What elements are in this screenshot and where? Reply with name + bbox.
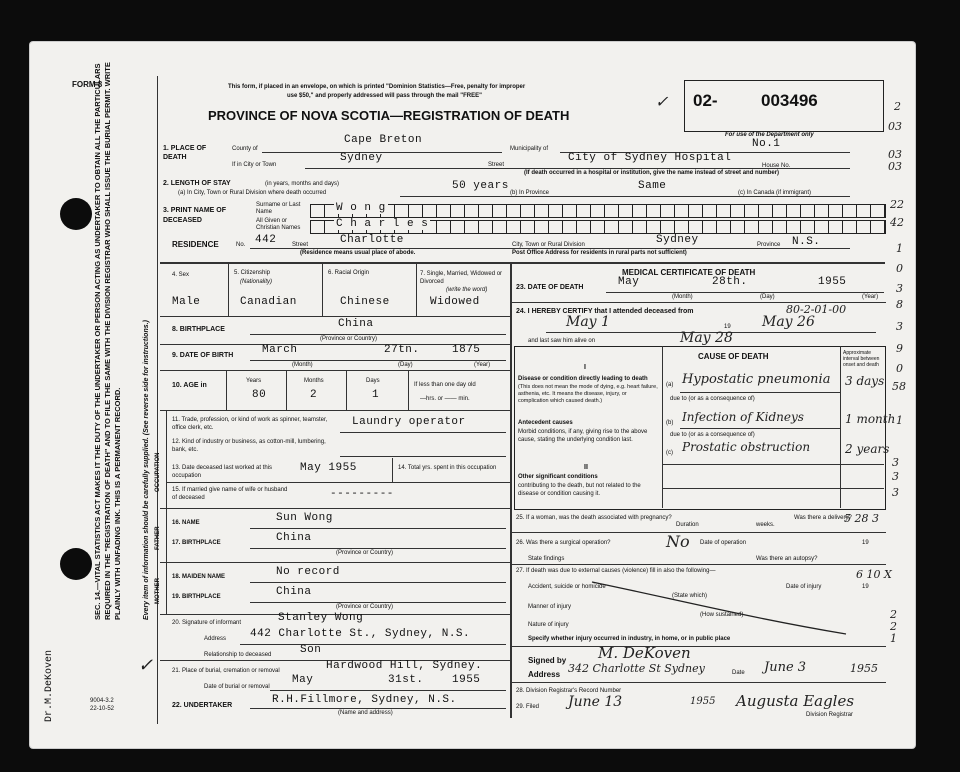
age-label: 10. AGE in [172, 382, 207, 389]
rule [512, 564, 886, 565]
city-value: Sydney [340, 152, 383, 164]
registrar-signature: Augusta Eagles [736, 692, 855, 710]
side-instructions-2: Every item of information should be carefully supplied. (See reverse side for instructions.) [143, 320, 150, 620]
interval-a: 3 days [845, 374, 885, 388]
informant-sig-label: 20. Signature of informant [172, 620, 242, 626]
check-mark: ✓ [138, 655, 154, 676]
rule [512, 646, 886, 647]
father-birth-label: 17. BIRTHPLACE [172, 540, 221, 546]
dob-label: 9. DATE OF BIRTH [172, 352, 234, 359]
medical-heading: MEDICAL CERTIFICATE OF DEATH [622, 268, 756, 277]
state-findings: State findings [528, 556, 565, 562]
less-day-label: If less than one day old [414, 382, 476, 388]
county-label: County of [232, 146, 258, 152]
surgical-label: 26. Was there a surgical operation? [516, 540, 611, 546]
margin-code: 0 [896, 262, 903, 275]
informant-rel: Son [300, 644, 322, 656]
municipality-value: No.1 [752, 138, 781, 150]
rule [662, 346, 663, 508]
margin-code: 2 [894, 100, 901, 113]
med-date-year: 1955 [850, 662, 878, 675]
sex-label: 4. Sex [172, 272, 190, 278]
rule [340, 456, 506, 457]
rule [512, 682, 886, 683]
due-to-1: due to (or as a consequence of) [670, 396, 755, 402]
stay-a-value: 50 years [452, 180, 509, 192]
residence-no-label: No. [236, 242, 246, 248]
name-label: 3. PRINT NAME OF DECEASED [163, 207, 227, 224]
op-date-label: Date of operation [700, 540, 747, 546]
last-seen-label: and last saw him alive on [528, 338, 596, 344]
due-to-2: due to (or as a consequence of) [670, 432, 755, 438]
margin-code: 0 [896, 362, 903, 375]
write-word: (write the word) [446, 287, 488, 293]
form-number: FORM 8 [72, 80, 103, 89]
dod-month-caption: (Month) [672, 294, 693, 300]
father-side-label: FATHER [155, 526, 161, 550]
years-label: Years [246, 378, 262, 384]
margin-code: 3 [892, 470, 899, 483]
rule [160, 508, 510, 509]
margin-code: 42 [890, 216, 904, 229]
rule [662, 488, 884, 489]
marital-label: 7. Single, Married, Widowed or Divorced [420, 271, 503, 285]
cause-a: Hypostatic pneumonia [682, 372, 831, 387]
roman-ii: II [584, 464, 588, 471]
given-value: C h a r l e s [336, 218, 429, 230]
attend-to: May 26 [762, 314, 815, 330]
rule [392, 458, 393, 482]
cause-c: Prostatic obstruction [682, 440, 811, 454]
margin-code: 22 [890, 198, 904, 211]
section-rule [160, 262, 885, 264]
rule [408, 370, 409, 410]
dob-year: 1875 [452, 344, 481, 356]
surgical-value: No [666, 532, 690, 551]
rule [416, 264, 417, 316]
dod-day-caption: (Day) [760, 294, 775, 300]
cause-a-letter: (a) [666, 382, 674, 388]
filed-year: 1955 [690, 696, 716, 707]
dept-use-label: For use of the Department only [725, 132, 814, 138]
med-address-label: Address [528, 670, 561, 679]
med-date: June 3 [764, 660, 807, 675]
rule [250, 548, 506, 549]
hospital-note: (If death occurred in a hospital or institution, give the name instead of street and number) [524, 170, 780, 176]
last-worked-label: 13. Date deceased last worked at this occupation [172, 465, 273, 479]
trade-label: 11. Trade, profession, or kind of work as spinner, teamster, office clerk, etc. [172, 417, 328, 431]
informant-sig: Stanley Wong [278, 612, 364, 624]
residence-note-2: Post Office Address for residents in rural parts not sufficient) [512, 250, 687, 256]
marital-value: Widowed [430, 296, 480, 308]
last-seen: May 28 [680, 330, 733, 346]
interval-b: 1 month [845, 412, 896, 426]
attend-label: 24. I HEREBY CERTIFY that I attended deceased from [516, 308, 694, 315]
nationality-label: (Nationality) [240, 279, 273, 285]
other-label: Other significant conditions [518, 474, 598, 480]
cause-b: Infection of Kidneys [682, 410, 804, 424]
op-year-prefix: 19 [862, 540, 869, 546]
margin-code: 58 [892, 380, 906, 393]
injury-year-prefix: 19 [862, 584, 869, 590]
house-label: House No. [762, 163, 791, 169]
mother-maiden-label: 18. MAIDEN NAME [172, 574, 226, 580]
punch-hole [60, 548, 92, 580]
rule [322, 264, 323, 316]
month-caption: (Month) [292, 362, 313, 368]
rule [606, 292, 884, 293]
dod-year: 1955 [818, 276, 847, 288]
immediate-label: Disease or condition directly leading to death [518, 376, 648, 382]
mother-prov-country: (Province or Country) [336, 604, 394, 610]
undertaker-value: R.H.Fillmore, Sydney, N.S. [272, 694, 457, 706]
cause-b-letter: (b) [666, 420, 674, 426]
rule [250, 360, 506, 361]
form-code-2: 22-10-52 [90, 706, 115, 712]
how-sustained: (How sustained) [700, 612, 744, 618]
father-name: Sun Wong [276, 512, 333, 524]
notice-line-2: use $50," and properly addressed will pass through the mail "FREE" [287, 93, 482, 99]
mother-side-label: MOTHER [155, 578, 161, 604]
margin-code: 6 10 X [856, 568, 892, 581]
autopsy-label: Was there an autopsy? [756, 556, 818, 562]
rule [166, 482, 510, 483]
injury-date-label: Date of injury [786, 584, 822, 590]
rule [160, 370, 510, 371]
informant-address: 442 Charlotte St., Sydney, N.S. [250, 628, 471, 640]
citizenship-label: 5. Citizenship [234, 270, 271, 276]
dod-day: 28th. [712, 276, 748, 288]
sex-value: Male [172, 296, 201, 308]
hrs-label: —hrs. or —— min. [420, 396, 470, 402]
industry-label: 12. Kind of industry or business, as cotton-mill, lumbering, bank, etc. [172, 439, 326, 453]
residence-street: Charlotte [340, 234, 404, 246]
interval-c: 2 years [845, 442, 890, 456]
prov-country-label: (Province or Country) [320, 336, 378, 342]
left-rule [157, 76, 158, 724]
margin-code: 3 [896, 282, 903, 295]
punch-hole [60, 198, 92, 230]
rule [340, 432, 506, 433]
months-label: Months [304, 378, 324, 384]
day-caption: (Day) [398, 362, 413, 368]
rule [166, 410, 167, 508]
residence-label: RESIDENCE [172, 240, 219, 249]
mother-birth: China [276, 586, 312, 598]
undertaker-sub: (Name and address) [338, 710, 393, 716]
margin-code: 2 [890, 608, 897, 621]
city-label: If in City or Town [232, 162, 277, 168]
margin-code: 3 [896, 320, 903, 333]
attend-from: May 1 [566, 314, 610, 330]
signed-label: Signed by [528, 656, 567, 665]
burial-year: 1955 [452, 674, 481, 686]
rule [346, 370, 347, 410]
occupation-side-label: OCCUPATION [155, 452, 161, 492]
surname-value: W o n g [336, 202, 386, 214]
rule [250, 248, 850, 249]
dob-month: March [262, 344, 298, 356]
burial-place-label: 21. Place of burial, cremation or removal [172, 668, 280, 674]
dod-month: May [618, 276, 640, 288]
dob-day: 27tn. [384, 344, 420, 356]
burial-place: Hardwood Hill, Sydney. [326, 660, 483, 672]
father-birth: China [276, 532, 312, 544]
filed-label: 29. Filed [516, 704, 540, 710]
spouse-label: 15. If married give name of wife or husband of deceased [172, 487, 288, 501]
manner-label: Manner of injury [528, 604, 572, 610]
rule [680, 428, 840, 429]
stay-label: 2. LENGTH OF STAY [163, 180, 231, 187]
rule [226, 370, 227, 410]
rule [680, 392, 840, 393]
reg-number: 003496 [761, 91, 818, 110]
record-label: 28. Division Registrar's Record Number [516, 688, 622, 694]
margin-code: 8 [896, 298, 903, 311]
residence-city: Sydney [656, 234, 699, 246]
stay-b-label: (b) In Province [510, 190, 550, 196]
street-label: Street [488, 162, 505, 168]
margin-code: 03 [888, 160, 902, 173]
margin-code: 3 [892, 456, 899, 469]
burial-month: May [292, 674, 314, 686]
stay-b-value: Same [638, 180, 667, 192]
other-note: contributing to the death, but not related to the disease or condition causing it. [518, 483, 641, 497]
place-label: 1. PLACE OF DEATH [163, 145, 207, 161]
rule [250, 582, 506, 583]
residence-city-label: City, Town or Rural Division [512, 242, 585, 248]
filed-value: June 13 [568, 694, 623, 710]
dod-label: 23. DATE OF DEATH [516, 284, 584, 291]
margin-code: 5 28 3 [844, 512, 879, 525]
stay-sub: (in years, months and days) [265, 181, 340, 187]
margin-code: 9 [896, 342, 903, 355]
interval-heading: Approximate interval between onset and death [843, 350, 880, 368]
residence-note: (Residence means usual place of abode. [300, 250, 416, 256]
attend-code: 80-2-01-00 [786, 303, 847, 316]
dod-year-caption: (Year) [862, 294, 879, 300]
form-code-1: 9004-3.2 [90, 698, 114, 704]
med-address: 342 Charlotte St Sydney [568, 662, 705, 675]
mother-maiden: No record [276, 566, 340, 578]
delivery-label: Was there a delivery? [794, 515, 852, 521]
surname-boxes [310, 204, 886, 218]
street-value: City of Sydney Hospital [568, 152, 732, 164]
roman-i: I [584, 364, 586, 371]
rule [166, 562, 167, 614]
column-divider [510, 262, 512, 718]
margin-code: 1 [890, 632, 897, 645]
burial-date-label: Date of burial or removal [204, 684, 270, 690]
year-caption: (Year) [474, 362, 491, 368]
immediate-note: (This does not mean the mode of dying, e.g. heart failure, asthenia, etc. It means the disease, injury, or complication which caused death.) [518, 384, 658, 404]
birthplace-label: 8. BIRTHPLACE [172, 326, 225, 333]
age-years: 80 [252, 389, 267, 401]
informant-address-label: Address [204, 636, 227, 642]
rule [286, 370, 287, 410]
reg-prefix: 02- [693, 91, 718, 110]
notice-line-1: This form, if placed in an envelope, on which is printed "Dominion Statistics—Free, penalty for improper [228, 84, 526, 90]
duration-label: Duration [676, 522, 699, 528]
woman-label: 25. If a woman, was the death associated with pregnancy? [516, 515, 672, 521]
antecedent-label: Antecedent causes [518, 420, 573, 426]
racial-label: 6. Racial Origin [328, 270, 370, 276]
signed-value: M. DeKoven [598, 644, 691, 662]
surname-label: Surname or Last Name [256, 202, 301, 215]
mother-birth-label: 19. BIRTHPLACE [172, 594, 221, 600]
strike-line [590, 578, 850, 638]
father-name-label: 16. NAME [172, 520, 200, 526]
margin-code: 03 [888, 148, 902, 161]
margin-code: 3 [892, 486, 899, 499]
rule [840, 346, 841, 508]
rule [250, 334, 506, 335]
attend-year-prefix: 19 [724, 324, 731, 330]
rule [662, 464, 884, 465]
rule [400, 196, 850, 197]
rule [305, 168, 850, 169]
racial-value: Chinese [340, 296, 390, 308]
weeks-label: weeks. [756, 522, 775, 528]
citizenship-value: Canadian [240, 296, 297, 308]
accident-label: Accident, suicide or homicide [528, 584, 606, 590]
margin-code: 2 [890, 620, 897, 633]
rule [160, 562, 510, 563]
rule [166, 508, 167, 562]
rule [228, 264, 229, 316]
given-label: All Given or Christian Names [256, 218, 301, 231]
margin-code: 03 [888, 120, 902, 133]
external-label: 27. If death was due to external causes (violence) fill in also the following— [516, 568, 716, 574]
registration-number-box [684, 80, 884, 132]
residence-street-label: Street [292, 242, 309, 248]
days-label: Days [366, 378, 380, 384]
stay-c-label: (c) In Canada (if immigrant) [738, 190, 812, 196]
father-prov-country: (Province or Country) [336, 550, 394, 556]
form-title: PROVINCE OF NOVA SCOTIA—REGISTRATION OF DEATH [208, 108, 570, 123]
margin-code: 1 [896, 242, 903, 255]
informant-rel-label: Relationship to deceased [204, 652, 272, 658]
med-date-label: Date [732, 670, 745, 676]
rule [512, 532, 886, 533]
trade-value: Laundry operator [352, 416, 466, 428]
residence-province-label: Province [757, 242, 781, 248]
undertaker-label: 22. UNDERTAKER [172, 702, 233, 709]
county-value: Cape Breton [344, 134, 423, 146]
rule [250, 602, 506, 603]
side-instructions: SEC. 14.—VITAL STATISTICS ACT MAKES IT THE DUTY OF THE UNDERTAKER OR PERSON ACTING AS UNDERTAKER TO OBTAIN ALL THE PARTICULARS REQUIRED IN THE "REGISTRATION OF DEATH" AND TO FILE THE SAME WITH THE DIVISION REGISTRAR WHO SHALL ISSUE THE BURIAL PERMIT. WRITE PLAINLY WITH UNFADING INK. THIS IS A PERMANENT RECORD. [93, 62, 122, 620]
birthplace-value: China [338, 318, 374, 330]
last-worked-value: May 1955 [300, 462, 357, 474]
residence-province: N.S. [792, 236, 821, 248]
nature-label: Nature of injury [528, 622, 569, 628]
age-days: 1 [372, 389, 380, 401]
municipality-label: Municipality of [510, 146, 549, 152]
rule [250, 708, 506, 709]
check-mark: ✓ [655, 92, 669, 111]
state-which: (State which) [672, 593, 708, 599]
spouse-value: --------- [330, 488, 394, 500]
rule [160, 410, 510, 411]
stay-a-label: (a) In City, Town or Rural Division where death occurred [178, 190, 327, 196]
burial-day: 31st. [388, 674, 424, 686]
antecedent-note: Morbid conditions, if any, giving rise to the above cause, stating the underlying condition last. [518, 429, 648, 443]
residence-no: 442 [255, 234, 277, 246]
rule [250, 528, 506, 529]
rule [270, 690, 506, 691]
cause-heading: CAUSE OF DEATH [698, 352, 769, 361]
registrar-sub: Division Registrar [806, 712, 854, 718]
margin-code: 1 [896, 414, 903, 427]
rule [240, 644, 506, 645]
rule [160, 316, 510, 317]
specify-label: Specify whether injury occurred in industry, in home, or in public place [528, 636, 731, 642]
stamp-name: Dr.M.DeKoven [44, 649, 55, 722]
total-years-label: 14. Total yrs. spent in this occupation [398, 465, 497, 471]
age-months: 2 [310, 389, 318, 401]
cause-c-letter: (c) [666, 450, 673, 456]
